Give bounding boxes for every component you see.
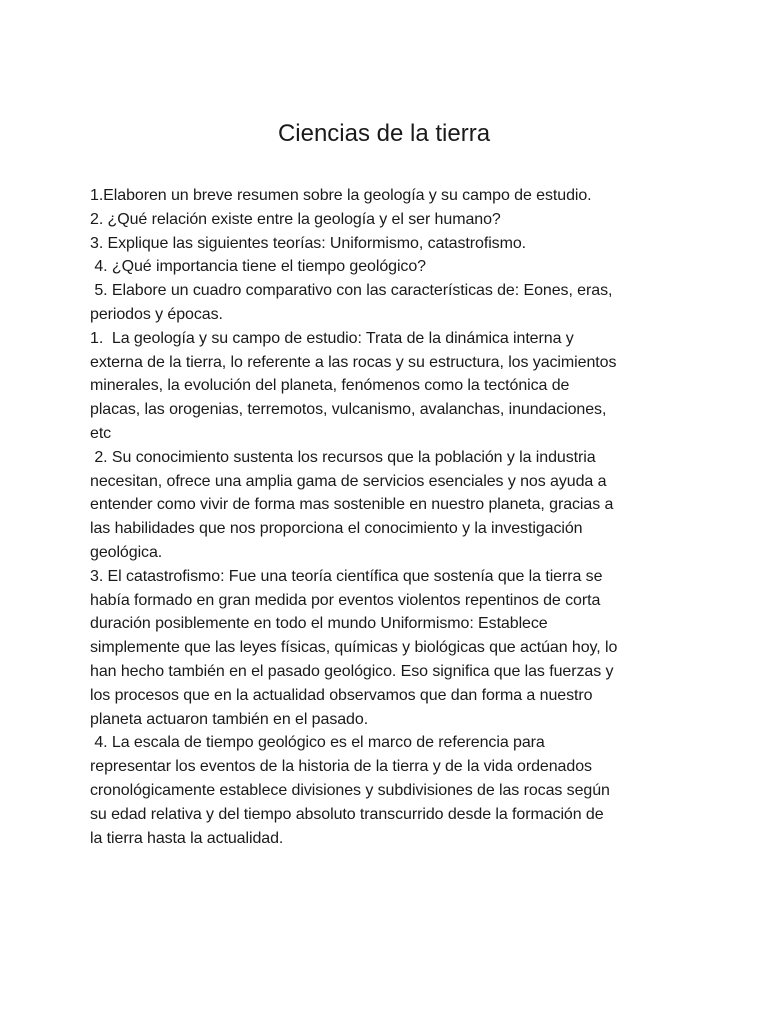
text-line: los procesos que en la actualidad observamos que dan forma a nuestro (90, 686, 593, 704)
text-line: 1. La geología y su campo de estudio: Trata de la dinámica interna y (90, 329, 574, 347)
text-line: entender como vivir de forma mas sostenible en nuestro planeta, gracias a (90, 496, 614, 514)
text-line: 3. Explique las siguientes teorías: Uniformismo, catastrofismo. (90, 234, 527, 252)
text-line: la tierra hasta la actualidad. (90, 829, 284, 847)
text-line: había formado en gran medida por eventos violentos repentinos de corta (90, 591, 601, 609)
text-line: placas, las orogenias, terremotos, vulcanismo, avalanchas, inundaciones, (90, 401, 607, 419)
text-line: han hecho también en el pasado geológico. Eso significa que las fuerzas y (90, 662, 614, 680)
text-line: 4. ¿Qué importancia tiene el tiempo geológico? (90, 258, 426, 276)
text-line: periodos y épocas. (90, 305, 223, 323)
text-line: externa de la tierra, lo referente a las rocas y su estructura, los yacimientos (90, 353, 617, 371)
text-line: 5. Elabore un cuadro comparativo con las características de: Eones, eras, (90, 282, 613, 300)
page-title: Ciencias de la tierra (277, 120, 491, 147)
text-line: simplemente que las leyes físicas, químicas y biológicas que actúan hoy, lo (90, 639, 618, 657)
text-line: duración posiblemente en todo el mundo Uniformismo: Establece (90, 615, 548, 633)
text-line: 4. La escala de tiempo geológico es el marco de referencia para (90, 734, 545, 752)
text-line: 2. ¿Qué relación existe entre la geología y el ser humano? (90, 210, 501, 228)
text-line: cronológicamente establece divisiones y subdivisiones de las rocas según (90, 781, 610, 799)
text-line: necesitan, ofrece una amplia gama de servicios esenciales y nos ayuda a (90, 472, 607, 490)
text-line: minerales, la evolución del planeta, fenómenos como la tectónica de (90, 377, 570, 395)
text-line: 3. El catastrofismo: Fue una teoría científica que sostenía que la tierra se (90, 567, 603, 585)
document-body (90, 184, 690, 850)
text-line: 2. Su conocimiento sustenta los recursos que la población y la industria (90, 448, 596, 466)
text-line: su edad relativa y del tiempo absoluto transcurrido desde la formación de (90, 805, 604, 823)
text-line: etc (90, 424, 112, 442)
text-line: las habilidades que nos proporciona el conocimiento y la investigación (90, 520, 583, 538)
text-line: representar los eventos de la historia de la tierra y de la vida ordenados (90, 758, 592, 776)
text-line: 1.Elaboren un breve resumen sobre la geología y su campo de estudio. (90, 187, 592, 204)
text-line: planeta actuaron también en el pasado. (90, 710, 369, 728)
text-line: geológica. (90, 543, 163, 561)
